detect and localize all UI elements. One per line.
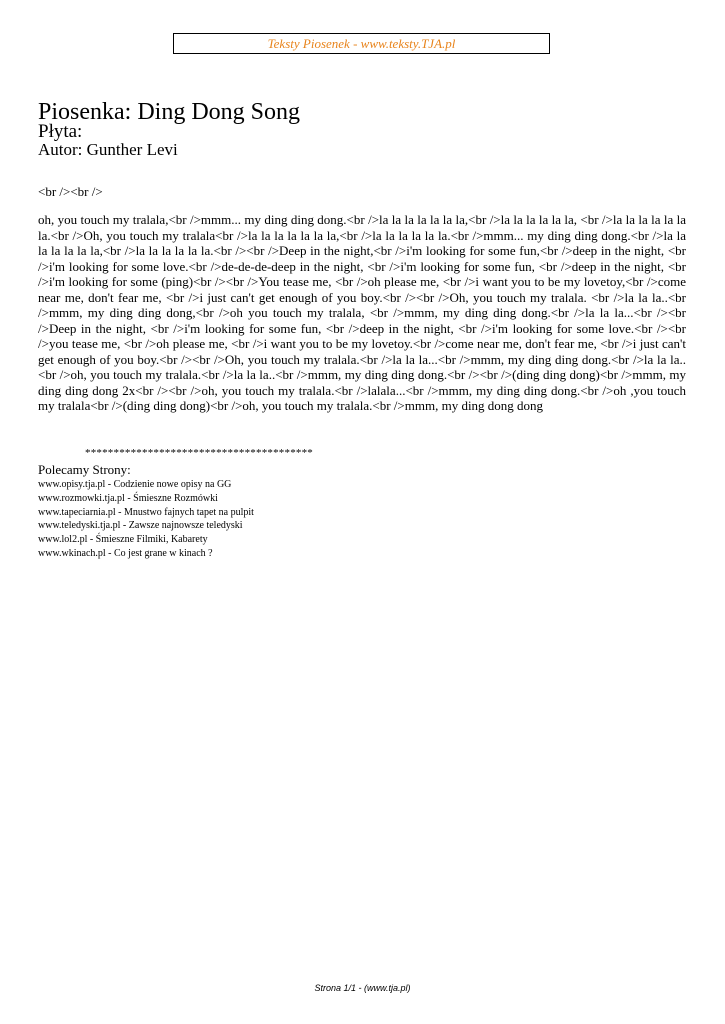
recommended-site-link[interactable]: www.wkinach.pl - Co jest grane w kinach ?: [38, 547, 213, 559]
separator-stars: ****************************************: [85, 447, 313, 459]
recommended-site-link[interactable]: www.opisy.tja.pl - Codzienie nowe opisy na GG: [38, 479, 232, 490]
site-header-box: [173, 33, 550, 54]
page-footer: Strona 1/1 - (www.tja.pl): [314, 983, 411, 993]
author-line: Autor: Gunther Levi: [38, 140, 178, 159]
recommended-site-link[interactable]: www.lol2.pl - Śmieszne Filmiki, Kabarety: [38, 534, 208, 546]
album-label: Płyta:: [38, 121, 83, 142]
recommended-site-link[interactable]: www.rozmowki.tja.pl - Śmieszne Rozmówki: [38, 492, 218, 504]
recommended-site-link[interactable]: www.tapeciarnia.pl - Mnustwo fajnych tapet na pulpit: [38, 506, 254, 518]
br-tags-line: <br /><br />: [38, 184, 103, 199]
recommended-site-link[interactable]: www.teledyski.tja.pl - Zawsze najnowsze teledyski: [38, 520, 243, 532]
song-title: Piosenka: Ding Dong Song: [38, 99, 301, 125]
recommended-sites-list: [38, 478, 254, 561]
song-lyrics: oh, you touch my tralala,<br />mmm... my ding ding dong.<br />la la la la la la la,<br />la la la la la la, <br />la la la la la la la.<br />Oh, you touch my tralala<br />la la la la la la la,<br />la la la la la la.<br />mmm... my ding ding dong.<br />la la la la la la la,<br />la la la la la la.<br /><br />Deep in the night,<br />i'm looking for some fun,<br />deep in the night, <br />i'm looking for some love.<br />de-de-de-deep in the night, <br />i'm looking for some fun, <br />deep in the night, <br />i'm looking for some (ping)<br /><br />You tease me, <br />oh please me, <br />i want you to be my lovetoy,<br />come near me, don't fear me, <br />i just can't get enough of you boy.<br /><br />Oh, you touch my tralala. <br />la la la..<br />mmm, my ding ding dong,<br />oh you touch my tralala, <br />mmm, my ding ding dong.<br />la la la...<br /><br />Deep in the night, <br />i'm looking for some fun, <br />deep in the night, <br />i'm looking for some love.<br /><br />you tease me, <br />oh please me, <br />i want you to be my lovetoy.<br />come near me, don't fear me, <br />i just can't get enough of you boy.<br /><br />Oh, you touch my tralala.<br />la la la...<br />mmm, my ding ding dong.<br />la la la..<br />oh, you touch my tralala.<br />la la la..<br />mmm, my ding ding dong.<br /><br />(ding ding dong)<br />mmm, my ding ding dong 2x<br /><br />oh, you touch my tralala.<br />lalala...<br />mmm, my ding ding dong.<br />oh ,you touch my tralala<br />(ding ding dong)<br />oh, you touch my tralala.<br />mmm, my ding dong dong: [38, 212, 686, 413]
recommended-sites-title: Polecamy Strony:: [38, 462, 131, 477]
site-header-link[interactable]: Teksty Piosenek - www.teksty.TJA.pl: [267, 36, 456, 51]
